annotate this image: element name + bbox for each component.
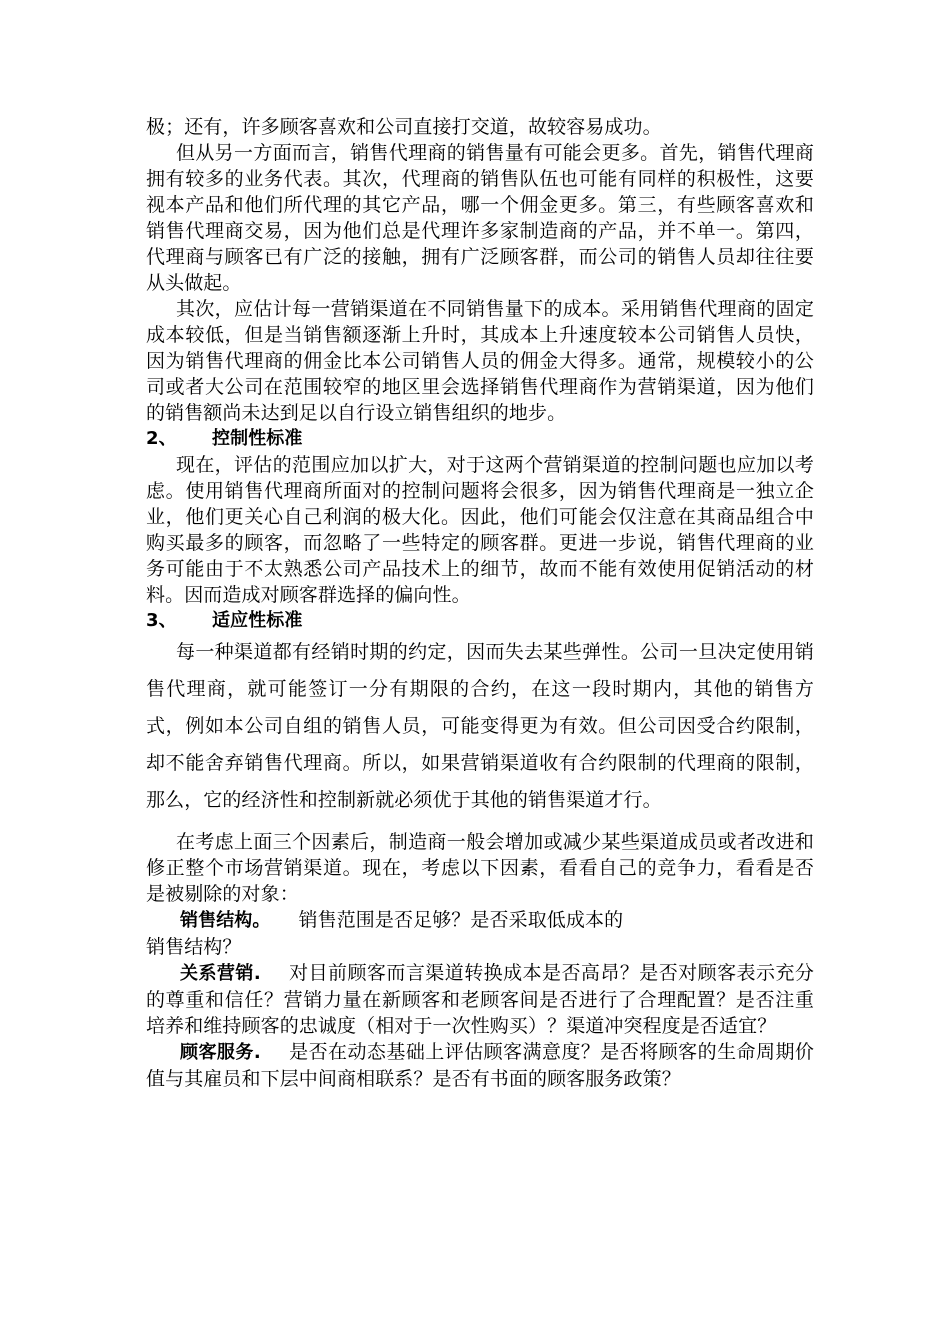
- paragraph-control: 现在，评估的范围应加以扩大，对于这两个营销渠道的控制问题也应加以考虑。使用销售代理商所面对的控制问题将会很多，因为销售代理商是一独立企业，他们更关心自己利润的极大化。因此，他们可能会仅注意在其商品组合中购买最多的顾客，而忽略了一些特定的顾客群。更进一步说，销售代理商的业务可能由于不太熟悉公司产品技术上的细节，故而不能有效使用促销活动的材料。因而造成对顾客群选择的偏向性。: [146, 454, 814, 606]
- paragraph-sales-volume: 但从另一方面而言，销售代理商的销售量有可能会更多。首先，销售代理商拥有较多的业务代表。其次，代理商的销售队伍也可能有同样的积极性，这要视本产品和他们所代理的其它产品，哪一个佣金更多。第三，有些顾客喜欢和销售代理商交易，因为他们总是代理许多家制造商的产品，并不单一。第四，代理商与顾客已有广泛的接触，拥有广泛顾客群，而公司的销售人员却往往要从头做起。: [146, 142, 814, 294]
- paragraph-gap: [146, 819, 814, 829]
- factor-term: 销售结构。: [180, 910, 271, 931]
- factor-term: 顾客服务.: [180, 1042, 261, 1063]
- factor-sales-structure: [146, 907, 814, 934]
- factor-text: 销售范围是否足够？是否采取低成本的: [298, 909, 624, 931]
- factor-customer-service: [146, 1039, 814, 1092]
- factor-text: 对目前顾客而言渠道转换成本是否高昂？是否对顾客表示充分的尊重和信任？营销力量在新顾客和老顾客间是否进行了合理配置？是否注重培养和维持顾客的忠诚度（相对于一次性购买）？渠道冲突程度是否适宜？: [146, 962, 815, 1037]
- section-number: 2、: [146, 428, 177, 449]
- section-number: 3、: [146, 610, 177, 631]
- paragraph-factors: 在考虑上面三个因素后，制造商一般会增加或减少某些渠道成员或者改进和修正整个市场营销渠道。现在，考虑以下因素，看看自己的竞争力，看看是否是被剔除的对象：: [146, 831, 814, 905]
- document-body: [146, 114, 814, 1092]
- factor-text: 是否在动态基础上评估顾客满意度？是否将顾客的生命周期价值与其雇员和下层中间商相联系？是否有书面的顾客服务政策？: [146, 1041, 815, 1090]
- factor-sales-structure-continued: 销售结构？: [146, 936, 242, 958]
- factor-term: 关系营销.: [180, 963, 261, 984]
- factor-relationship-marketing: [146, 960, 814, 1039]
- section-heading-adaptability: [146, 608, 814, 634]
- section-title: 适应性标准: [212, 610, 303, 631]
- section-heading-control: [146, 426, 814, 452]
- paragraph-continuation: 极；还有，许多顾客喜欢和公司直接打交道，故较容易成功。: [146, 116, 662, 138]
- paragraph-cost-estimate: 其次，应估计每一营销渠道在不同销售量下的成本。采用销售代理商的固定成本较低，但是当销售额逐渐上升时，其成本上升速度较本公司销售人员快，因为销售代理商的佣金比本公司销售人员的佣金大得多。通常，规模较小的公司或者大公司在范围较窄的地区里会选择销售代理商作为营销渠道，因为他们的销售额尚未达到足以自行设立销售组织的地步。: [146, 298, 814, 424]
- section-title: 控制性标准: [212, 428, 303, 449]
- paragraph-adaptability: 每一种渠道都有经销时期的约定，因而失去某些弹性。公司一旦决定使用销售代理商，就可能签订一分有期限的合约，在这一段时期内，其他的销售方式，例如本公司自组的销售人员，可能变得更为有效。但公司因受合约限制，却不能舍弃销售代理商。所以，如果营销渠道收有合约限制的代理商的限制，那么，它的经济性和控制新就必须优于其他的销售渠道才行。: [146, 641, 814, 811]
